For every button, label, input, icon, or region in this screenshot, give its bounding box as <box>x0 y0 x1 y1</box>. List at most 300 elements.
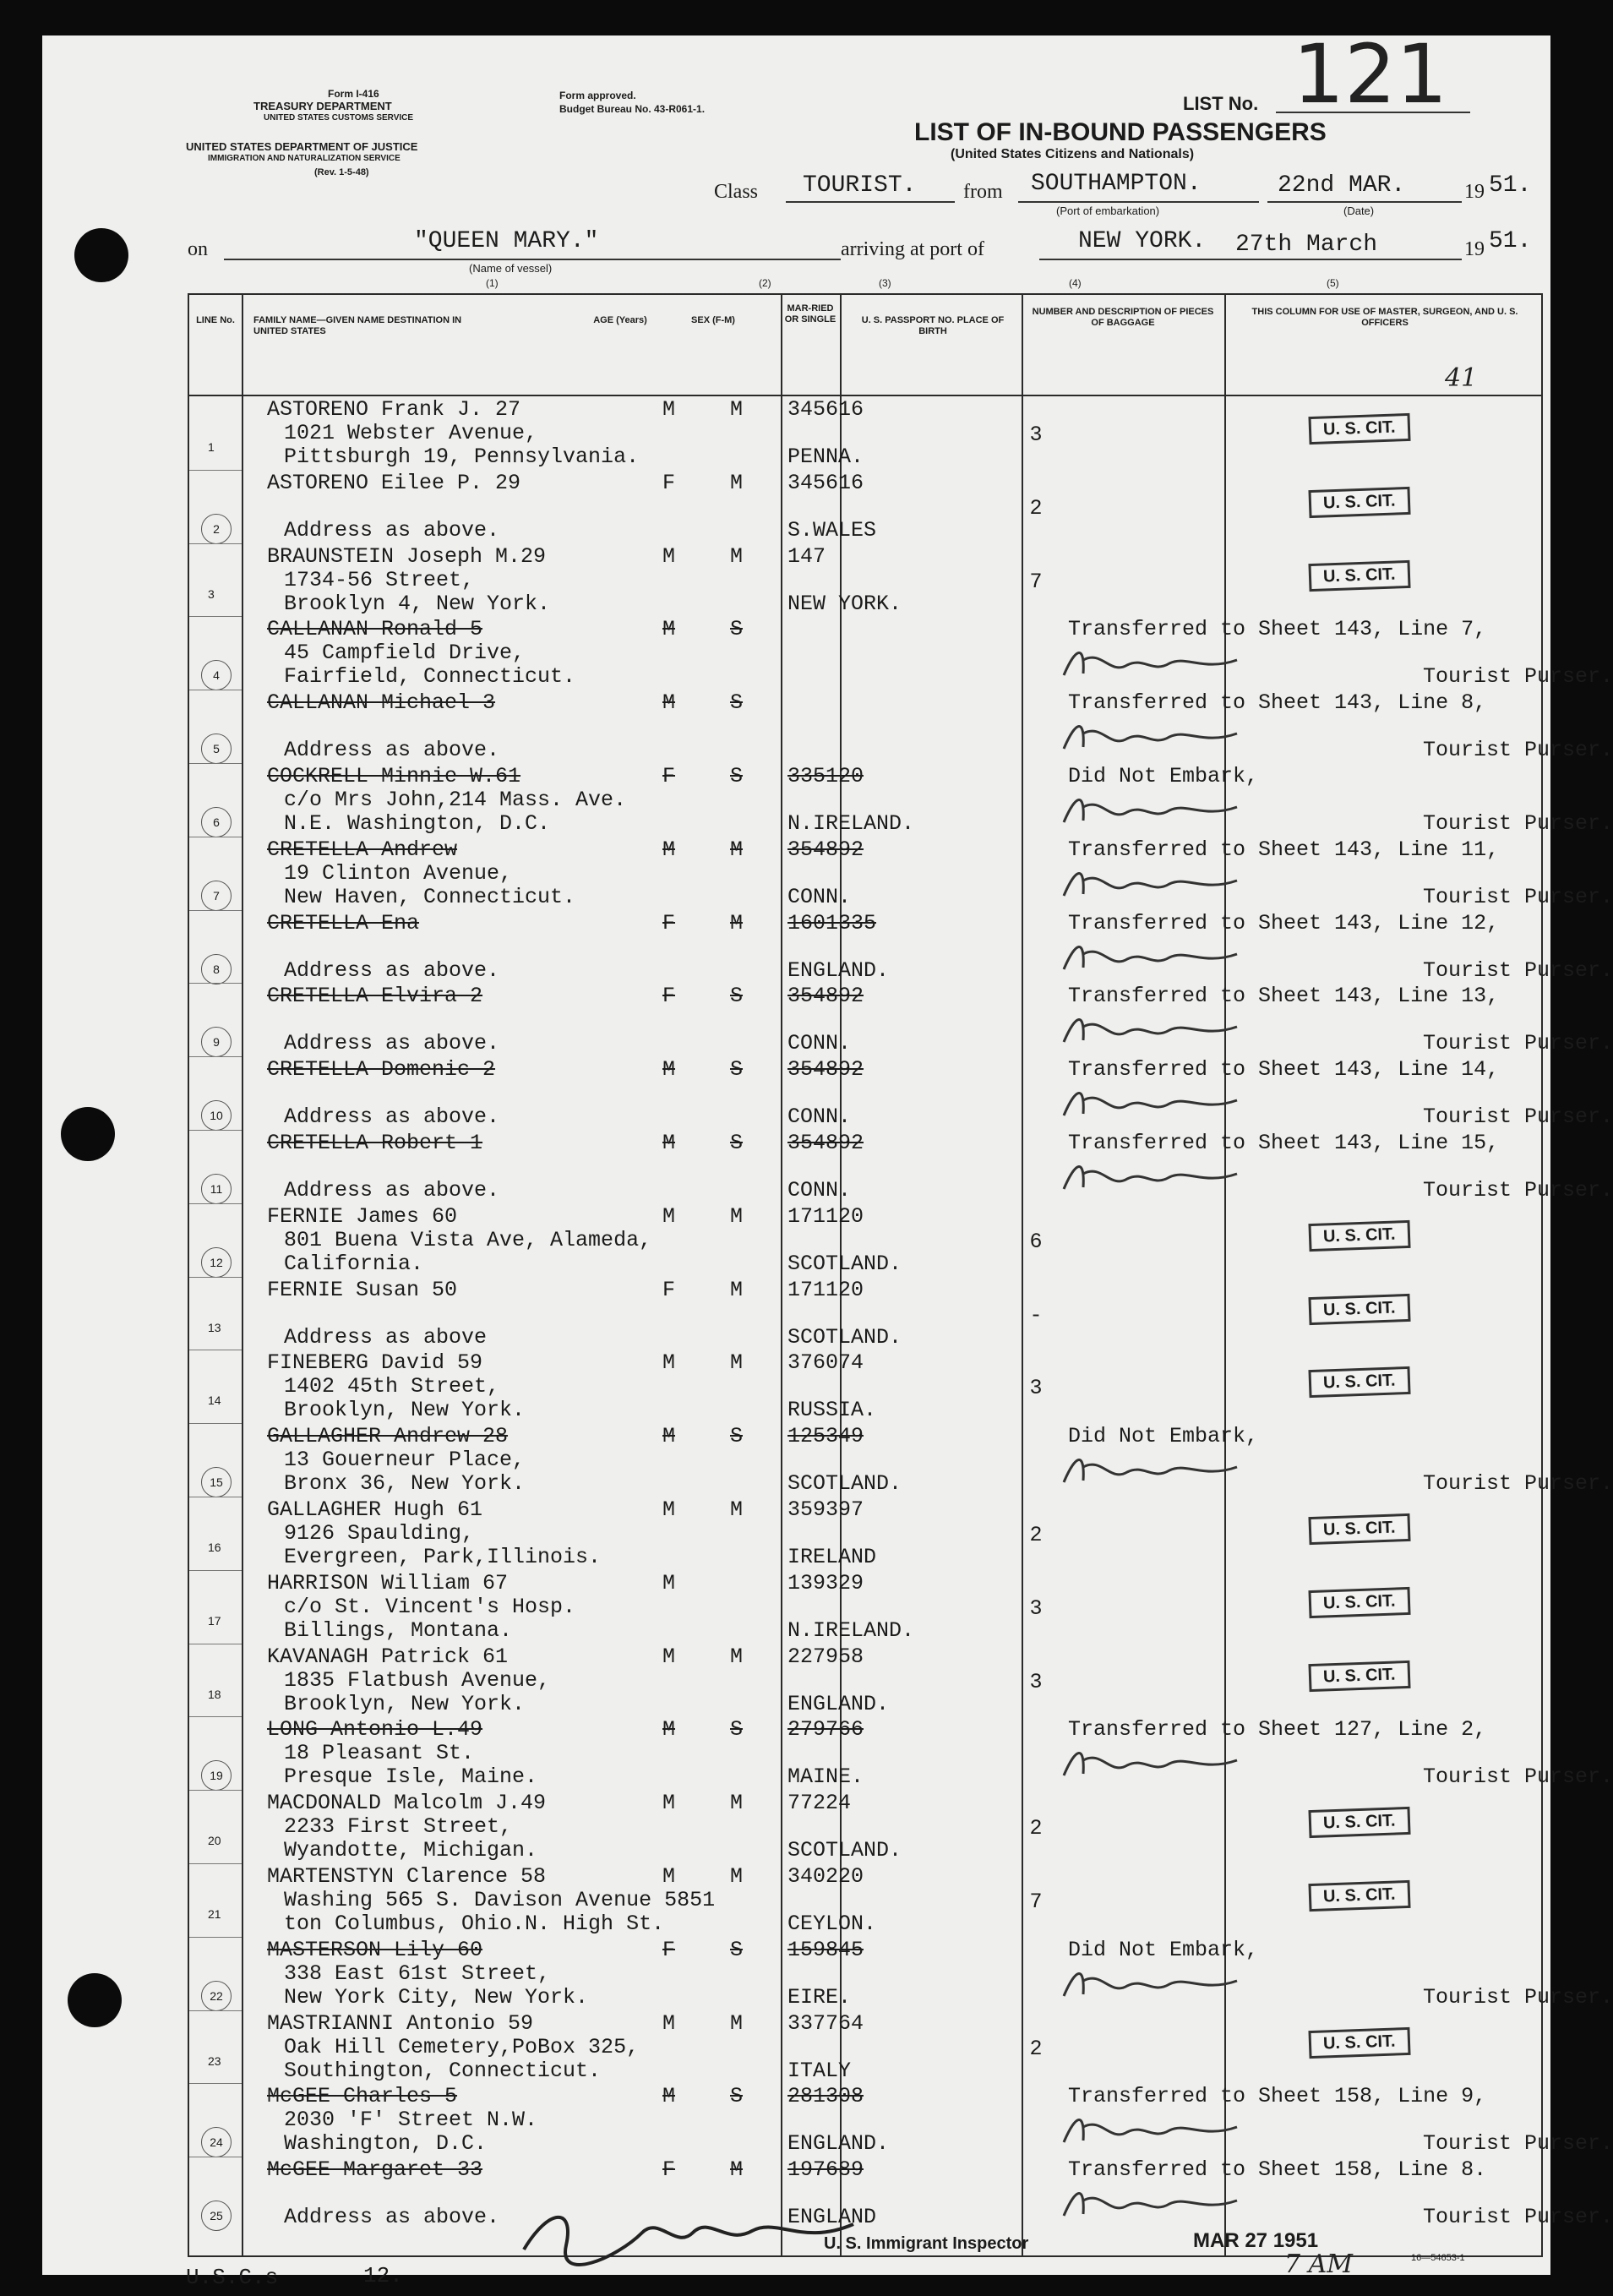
place-of-birth: ENGLAND. <box>787 1691 890 1716</box>
purser-signature <box>1060 2108 1245 2151</box>
marital-status: S <box>730 1937 744 1962</box>
address-line-2: Address as above. <box>284 2205 500 2230</box>
sex: M <box>662 1791 676 1816</box>
col-header-name: FAMILY NAME—GIVEN NAME DESTINATION IN UNITED STATES <box>253 315 462 336</box>
disposition-note: Transferred to Sheet 127, Line 2, <box>1068 1717 1487 1742</box>
line-number: 20 <box>208 1834 221 1848</box>
address-line-1: c/o Mrs John,214 Mass. Ave. <box>284 788 627 812</box>
disposition-note: Transferred to Sheet 158, Line 8. <box>1068 2157 1487 2183</box>
passenger-name: COCKRELL Minnie W.61 <box>267 764 521 788</box>
passport-number: 147 <box>787 543 826 569</box>
address-line-2: Evergreen, Park,Illinois. <box>284 1545 602 1569</box>
passenger-name: FERNIE James 60 <box>267 1203 458 1229</box>
purser-note: Tourist Purser. <box>1423 2131 1613 2157</box>
address-line-2: Pittsburgh 19, Pennsylvania. <box>284 444 640 469</box>
passenger-name: LONG Antonio L.49 <box>267 1717 483 1742</box>
marital-status: S <box>730 2084 744 2109</box>
on-label: on <box>188 238 208 260</box>
line-number: 6 <box>201 807 232 837</box>
sex: F <box>662 470 676 495</box>
sex: M <box>662 543 676 569</box>
sex: M <box>662 1057 676 1083</box>
baggage-count: 7 <box>1029 1890 1043 1914</box>
purser-note: Tourist Purser. <box>1423 738 1613 763</box>
form-approved: Form approved. <box>559 90 636 101</box>
passenger-name: CRETELLA Andrew <box>267 837 458 862</box>
purser-signature <box>1060 862 1245 904</box>
row-separator <box>189 543 242 544</box>
col-num-5: (5) <box>1327 277 1339 289</box>
date-caption: (Date) <box>1343 205 1375 217</box>
punch-hole-3 <box>68 1973 122 2027</box>
marital-status: S <box>730 1131 744 1155</box>
place-of-birth: NEW YORK. <box>787 591 902 616</box>
place-of-birth: ENGLAND. <box>787 957 890 983</box>
address-line-2: ton Columbus, Ohio.N. High St. <box>284 1912 665 1936</box>
passenger-name: ASTORENO Eilee P. 29 <box>267 470 521 495</box>
passenger-name: MACDONALD Malcolm J.49 <box>267 1791 547 1816</box>
col-num-1: (1) <box>486 277 499 289</box>
ins-service: IMMIGRATION AND NATURALIZATION SERVICE <box>208 154 401 163</box>
row-separator <box>189 1790 242 1791</box>
address-line-2: Address as above. <box>284 738 500 763</box>
passenger-name: CRETELLA Elvira 2 <box>267 984 483 1009</box>
purser-note: Tourist Purser. <box>1423 664 1613 690</box>
marital-status: M <box>730 470 744 495</box>
address-line-1: 1402 45th Street, <box>284 1374 500 1399</box>
passenger-name: GALLAGHER Hugh 61 <box>267 1497 483 1522</box>
line-number: 19 <box>201 1760 232 1791</box>
passenger-name: CRETELLA Robert 1 <box>267 1131 483 1155</box>
address-line-1: Oak Hill Cemetery,PoBox 325, <box>284 2034 640 2059</box>
passenger-name: McGEE Charles 5 <box>267 2084 458 2109</box>
marital-status: M <box>730 1277 744 1302</box>
arrival-year: 51. <box>1489 228 1532 254</box>
passport-number: 345616 <box>787 397 864 422</box>
list-number: 121 <box>1293 27 1448 122</box>
col-header-officers: THIS COLUMN FOR USE OF MASTER, SURGEON, AND U. S. OFFICERS <box>1251 307 1518 328</box>
passport-number: 354892 <box>787 1057 864 1083</box>
passport-number: 77224 <box>787 1791 852 1816</box>
passenger-name: McGEE Margaret 33 <box>267 2157 483 2183</box>
line-number: 14 <box>208 1393 221 1408</box>
passport-number: 335120 <box>787 764 864 788</box>
line-number: 24 <box>201 2127 232 2157</box>
address-line-2: New Haven, Connecticut. <box>284 884 576 909</box>
us-citizen-stamp: U. S. CIT. <box>1308 2027 1410 2059</box>
passport-number: 337764 <box>787 2010 864 2036</box>
purser-note: Tourist Purser. <box>1423 1984 1613 2010</box>
address-line-2: New York City, New York. <box>284 1984 589 2010</box>
sex: M <box>662 617 676 642</box>
line-number: 7 <box>201 881 232 911</box>
place-of-birth: MAINE. <box>787 1764 864 1790</box>
place-of-birth: SCOTLAND. <box>787 1324 902 1350</box>
passenger-name: GALLAGHER Andrew 28 <box>267 1424 509 1449</box>
passport-number: 139329 <box>787 1570 864 1595</box>
address-line-2: Bronx 36, New York. <box>284 1471 526 1497</box>
purser-note: Tourist Purser. <box>1423 1178 1613 1203</box>
passport-number: 354892 <box>787 1131 864 1155</box>
purser-signature <box>1060 788 1245 831</box>
address-line-2: Brooklyn, New York. <box>284 1691 526 1716</box>
marital-status: M <box>730 1644 744 1669</box>
address-line-1: 2233 First Street, <box>284 1814 513 1840</box>
place-of-birth: CONN. <box>787 1178 852 1203</box>
marital-status: M <box>730 1864 744 1889</box>
sex: M <box>662 1203 676 1229</box>
passenger-name: MASTERSON Lily 60 <box>267 1937 483 1962</box>
address-line-1: 1835 Flatbush Avenue, <box>284 1667 551 1693</box>
line-number: 12 <box>201 1247 232 1278</box>
sex: M <box>662 1717 676 1742</box>
place-of-birth: RUSSIA. <box>787 1398 877 1423</box>
row-separator <box>189 983 242 984</box>
place-of-birth: PENNA. <box>787 444 864 469</box>
sex: M <box>662 1424 676 1449</box>
baggage-count: 3 <box>1029 1669 1043 1694</box>
address-line-1: 13 Gouerneur Place, <box>284 1448 526 1473</box>
sex: M <box>662 2010 676 2036</box>
us-citizen-stamp: U. S. CIT. <box>1308 487 1410 518</box>
address-line-2: Southington, Connecticut. <box>284 2058 602 2083</box>
place-of-birth: S.WALES <box>787 517 877 543</box>
purser-signature <box>1060 1742 1245 1784</box>
baggage-count: 2 <box>1029 1816 1043 1841</box>
col-header-passport: U. S. PASSPORT NO. PLACE OF BIRTH <box>861 315 1005 336</box>
embark-year: 51. <box>1489 172 1532 199</box>
disposition-note: Did Not Embark, <box>1068 764 1259 788</box>
passport-number: 171120 <box>787 1277 864 1302</box>
passport-number: 279766 <box>787 1717 864 1742</box>
marital-status: M <box>730 543 744 569</box>
purser-note: Tourist Purser. <box>1423 1764 1613 1790</box>
address-line-2: Address as above <box>284 1324 488 1350</box>
line-number: 5 <box>201 734 232 764</box>
passport-number: 197689 <box>787 2157 864 2183</box>
us-citizen-stamp: U. S. CIT. <box>1308 1880 1410 1912</box>
address-line-2: Billings, Montana. <box>284 1617 513 1643</box>
row-separator <box>189 1130 242 1131</box>
list-label: LIST No. <box>1183 93 1259 114</box>
row-separator <box>189 2083 242 2084</box>
place-of-birth: SCOTLAND. <box>787 1838 902 1863</box>
row-separator <box>189 1056 242 1057</box>
line-number: 1 <box>208 440 215 454</box>
purser-signature <box>1060 935 1245 978</box>
marital-status: S <box>730 1057 744 1083</box>
marital-status: M <box>730 1350 744 1376</box>
vessel-caption: (Name of vessel) <box>469 262 553 275</box>
port-embark-caption: (Port of embarkation) <box>1056 205 1160 217</box>
address-line-2: California. <box>284 1251 424 1276</box>
address-line-2: Address as above. <box>284 1104 500 1130</box>
address-line-2: Fairfield, Connecticut. <box>284 664 576 690</box>
arrival-port: NEW YORK. <box>1078 228 1207 254</box>
baggage-count: 7 <box>1029 569 1043 594</box>
purser-signature <box>1060 1082 1245 1124</box>
arrival-year-prefix: 19 <box>1464 238 1485 260</box>
baggage-count: 2 <box>1029 2036 1043 2061</box>
line-number: 15 <box>201 1467 232 1497</box>
address-line-2: Address as above. <box>284 1178 500 1203</box>
line-number: 9 <box>201 1027 232 1057</box>
line-number: 18 <box>208 1687 221 1701</box>
inspector-signature <box>515 2199 870 2275</box>
disposition-note: Transferred to Sheet 143, Line 13, <box>1068 984 1500 1009</box>
disposition-note: Did Not Embark, <box>1068 1424 1259 1449</box>
uscs-count: 12. <box>363 2263 403 2288</box>
address-line-2: N.E. Washington, D.C. <box>284 811 551 836</box>
marital-status: M <box>730 397 744 422</box>
address-line-1: 18 Pleasant St. <box>284 1741 475 1766</box>
baggage-count: 3 <box>1029 1595 1043 1621</box>
line-number: 2 <box>201 514 232 544</box>
place-of-birth: ITALY <box>787 2058 852 2083</box>
address-line-1: Washing 565 S. Davison Avenue 5851 <box>284 1888 716 1912</box>
baggage-count: 2 <box>1029 495 1043 521</box>
port-of-embarkation: SOUTHAMPTON. <box>1031 171 1202 197</box>
row-separator <box>189 1570 242 1571</box>
address-line-1: 19 Clinton Avenue, <box>284 860 513 886</box>
line-number: 22 <box>201 1981 232 2011</box>
passenger-name: MASTRIANNI Antonio 59 <box>267 2010 534 2036</box>
address-line-1: 338 East 61st Street, <box>284 1961 551 1986</box>
class-value: TOURIST. <box>803 172 917 199</box>
passport-number: 340220 <box>787 1864 864 1889</box>
passenger-name: CRETELLA Domenic 2 <box>267 1057 496 1083</box>
sex: M <box>662 1644 676 1669</box>
us-citizen-stamp: U. S. CIT. <box>1308 560 1410 592</box>
inspector-label: U. S. Immigrant Inspector <box>824 2234 1029 2253</box>
passenger-name: MARTENSTYN Clarence 58 <box>267 1864 547 1889</box>
col-header-age: AGE (Years) <box>593 315 647 325</box>
page-title: LIST OF IN-BOUND PASSENGERS <box>914 118 1327 146</box>
marital-status: M <box>730 1791 744 1816</box>
line-number: 21 <box>208 1907 221 1921</box>
col-num-3: (3) <box>879 277 891 289</box>
line-number: 4 <box>201 660 232 690</box>
purser-signature <box>1060 1155 1245 1197</box>
disposition-note: Did Not Embark, <box>1068 1937 1259 1962</box>
row-separator <box>189 763 242 764</box>
sex: F <box>662 1277 676 1302</box>
passenger-name: BRAUNSTEIN Joseph M.29 <box>267 543 547 569</box>
form-number: Form I-416 <box>328 88 379 100</box>
place-of-birth: SCOTLAND. <box>787 1251 902 1276</box>
baggage-count: - <box>1029 1302 1043 1328</box>
row-separator <box>189 470 242 471</box>
passport-number: 354892 <box>787 837 864 862</box>
purser-signature <box>1060 1448 1245 1491</box>
vessel-name: "QUEEN MARY." <box>414 228 599 254</box>
budget-bureau: Budget Bureau No. 43-R061-1. <box>559 103 706 115</box>
sex: F <box>662 764 676 788</box>
purser-signature <box>1060 2182 1245 2224</box>
line-number: 13 <box>208 1320 221 1334</box>
sex: M <box>662 1497 676 1522</box>
place-of-birth: IRELAND <box>787 1545 877 1569</box>
row-separator <box>189 2010 242 2011</box>
line-number: 16 <box>208 1541 221 1554</box>
purser-note: Tourist Purser. <box>1423 1471 1613 1497</box>
place-of-birth: ENGLAND. <box>787 2131 890 2157</box>
sex: F <box>662 984 676 1009</box>
address-line-2: Address as above. <box>284 517 500 543</box>
sex: M <box>662 2084 676 2109</box>
passenger-name: KAVANAGH Patrick 61 <box>267 1644 509 1669</box>
passport-number: 227958 <box>787 1644 864 1669</box>
passport-number: 354892 <box>787 984 864 1009</box>
passport-number: 359397 <box>787 1497 864 1522</box>
address-line-1: 2030 'F' Street N.W. <box>284 2108 538 2133</box>
disposition-note: Transferred to Sheet 143, Line 12, <box>1068 910 1500 935</box>
us-citizen-stamp: U. S. CIT. <box>1308 1661 1410 1692</box>
purser-note: Tourist Purser. <box>1423 1104 1613 1130</box>
inspection-date: MAR 27 1951 <box>1193 2229 1319 2252</box>
address-line-1: c/o St. Vincent's Hosp. <box>284 1594 576 1619</box>
side-note: 41 <box>1445 363 1478 393</box>
embark-date: 22nd MAR. <box>1278 172 1406 199</box>
purser-signature <box>1060 1008 1245 1050</box>
col-header-sex: SEX (F-M) <box>691 315 735 325</box>
row-separator <box>189 1716 242 1717</box>
baggage-count: 3 <box>1029 423 1043 447</box>
passport-number: 281308 <box>787 2084 864 2109</box>
purser-note: Tourist Purser. <box>1423 811 1613 836</box>
address-line-2: Address as above. <box>284 1031 500 1056</box>
passport-number: 159845 <box>787 1937 864 1962</box>
marital-status: M <box>730 2010 744 2036</box>
row-separator <box>189 1863 242 1864</box>
marital-status: S <box>730 764 744 788</box>
passport-number: 345616 <box>787 470 864 495</box>
marital-status: S <box>730 617 744 642</box>
address-line-1: 45 Campfield Drive, <box>284 641 526 666</box>
marital-status: M <box>730 1497 744 1522</box>
col-header-married: MAR-RIED OR SINGLE <box>784 303 836 324</box>
row-separator <box>189 1277 242 1278</box>
line-number: 10 <box>201 1100 232 1131</box>
us-citizen-stamp: U. S. CIT. <box>1308 1294 1410 1325</box>
address-line-2: Brooklyn, New York. <box>284 1398 526 1423</box>
place-of-birth: N.IRELAND. <box>787 811 915 836</box>
address-line-2: Address as above. <box>284 957 500 983</box>
row-separator <box>189 910 242 911</box>
disposition-note: Transferred to Sheet 143, Line 11, <box>1068 837 1500 862</box>
justice-dept: UNITED STATES DEPARTMENT OF JUSTICE <box>186 140 418 153</box>
purser-note: Tourist Purser. <box>1423 2205 1613 2230</box>
us-citizen-stamp: U. S. CIT. <box>1308 1807 1410 1838</box>
line-number: 23 <box>208 2053 221 2068</box>
purser-signature <box>1060 641 1245 684</box>
sex: M <box>662 1570 676 1595</box>
line-number: 8 <box>201 954 232 984</box>
place-of-birth: SCOTLAND. <box>787 1471 902 1497</box>
revision: (Rev. 1-5-48) <box>314 167 369 177</box>
baggage-count: 3 <box>1029 1376 1043 1401</box>
inspection-time: 7 AM <box>1284 2250 1354 2279</box>
row-separator <box>189 1423 242 1424</box>
disposition-note: Transferred to Sheet 158, Line 9, <box>1068 2084 1487 2109</box>
marital-status: S <box>730 1424 744 1449</box>
marital-status: M <box>730 837 744 862</box>
arrival-date: 27th March <box>1235 232 1378 258</box>
us-citizen-stamp: U. S. CIT. <box>1308 1366 1410 1398</box>
form-code: 16—54653-1 <box>1411 2253 1465 2263</box>
sex: F <box>662 910 676 935</box>
purser-note: Tourist Purser. <box>1423 884 1613 909</box>
purser-signature <box>1060 715 1245 757</box>
passenger-name: CALLANAN Michael 3 <box>267 690 496 716</box>
address-line-2: Wyandotte, Michigan. <box>284 1838 538 1863</box>
uscs-label: U.S.C.s <box>186 2265 279 2290</box>
disposition-note: Transferred to Sheet 143, Line 7, <box>1068 617 1487 642</box>
col-header-baggage: NUMBER AND DESCRIPTION OF PIECES OF BAGGAGE <box>1032 307 1214 328</box>
passenger-name: FINEBERG David 59 <box>267 1350 483 1376</box>
disposition-note: Transferred to Sheet 143, Line 8, <box>1068 690 1487 716</box>
page-subtitle: (United States Citizens and Nationals) <box>951 147 1195 161</box>
address-line-2: Brooklyn 4, New York. <box>284 591 551 616</box>
row-separator <box>189 1937 242 1938</box>
marital-status: M <box>730 1203 744 1229</box>
place-of-birth: CONN. <box>787 1031 852 1056</box>
customs-service: UNITED STATES CUSTOMS SERVICE <box>264 113 414 123</box>
address-line-2: Presque Isle, Maine. <box>284 1764 538 1790</box>
address-line-1: 1734-56 Street, <box>284 567 475 592</box>
passport-number: 171120 <box>787 1203 864 1229</box>
place-of-birth: EIRE. <box>787 1984 852 2010</box>
address-line-1: 801 Buena Vista Ave, Alameda, <box>284 1227 652 1252</box>
from-label: from <box>963 181 1003 203</box>
col-header-line: LINE No. <box>196 315 235 325</box>
passport-number: 125349 <box>787 1424 864 1449</box>
marital-status: M <box>730 910 744 935</box>
marital-status: S <box>730 690 744 716</box>
treasury-dept: TREASURY DEPARTMENT <box>253 100 392 112</box>
sex: M <box>662 397 676 422</box>
baggage-count: 2 <box>1029 1523 1043 1547</box>
passport-number: 1601335 <box>787 910 877 935</box>
disposition-note: Transferred to Sheet 143, Line 14, <box>1068 1057 1500 1083</box>
passenger-name: FERNIE Susan 50 <box>267 1277 458 1302</box>
disposition-note: Transferred to Sheet 143, Line 15, <box>1068 1131 1500 1155</box>
passport-number: 376074 <box>787 1350 864 1376</box>
us-citizen-stamp: U. S. CIT. <box>1308 1587 1410 1618</box>
address-line-1: 9126 Spaulding, <box>284 1521 475 1546</box>
arriving-label: arriving at port of <box>841 238 984 260</box>
baggage-count: 6 <box>1029 1229 1043 1254</box>
place-of-birth: CEYLON. <box>787 1912 877 1936</box>
purser-signature <box>1060 1962 1245 2004</box>
row-separator <box>189 616 242 617</box>
punch-hole-1 <box>74 228 128 282</box>
us-citizen-stamp: U. S. CIT. <box>1308 413 1410 444</box>
manifest-sheet <box>42 27 1613 2290</box>
passenger-name: CALLANAN Ronald 5 <box>267 617 483 642</box>
passenger-name: CRETELLA Ena <box>267 910 420 935</box>
us-citizen-stamp: U. S. CIT. <box>1308 1220 1410 1252</box>
sex: M <box>662 1131 676 1155</box>
purser-note: Tourist Purser. <box>1423 957 1613 983</box>
passenger-name: ASTORENO Frank J. 27 <box>267 397 521 422</box>
line-number: 25 <box>201 2201 232 2231</box>
passenger-name: HARRISON William 67 <box>267 1570 509 1595</box>
punch-hole-2 <box>61 1107 115 1161</box>
sex: F <box>662 1937 676 1962</box>
address-line-2: Washington, D.C. <box>284 2131 488 2157</box>
marital-status: M <box>730 2157 744 2183</box>
